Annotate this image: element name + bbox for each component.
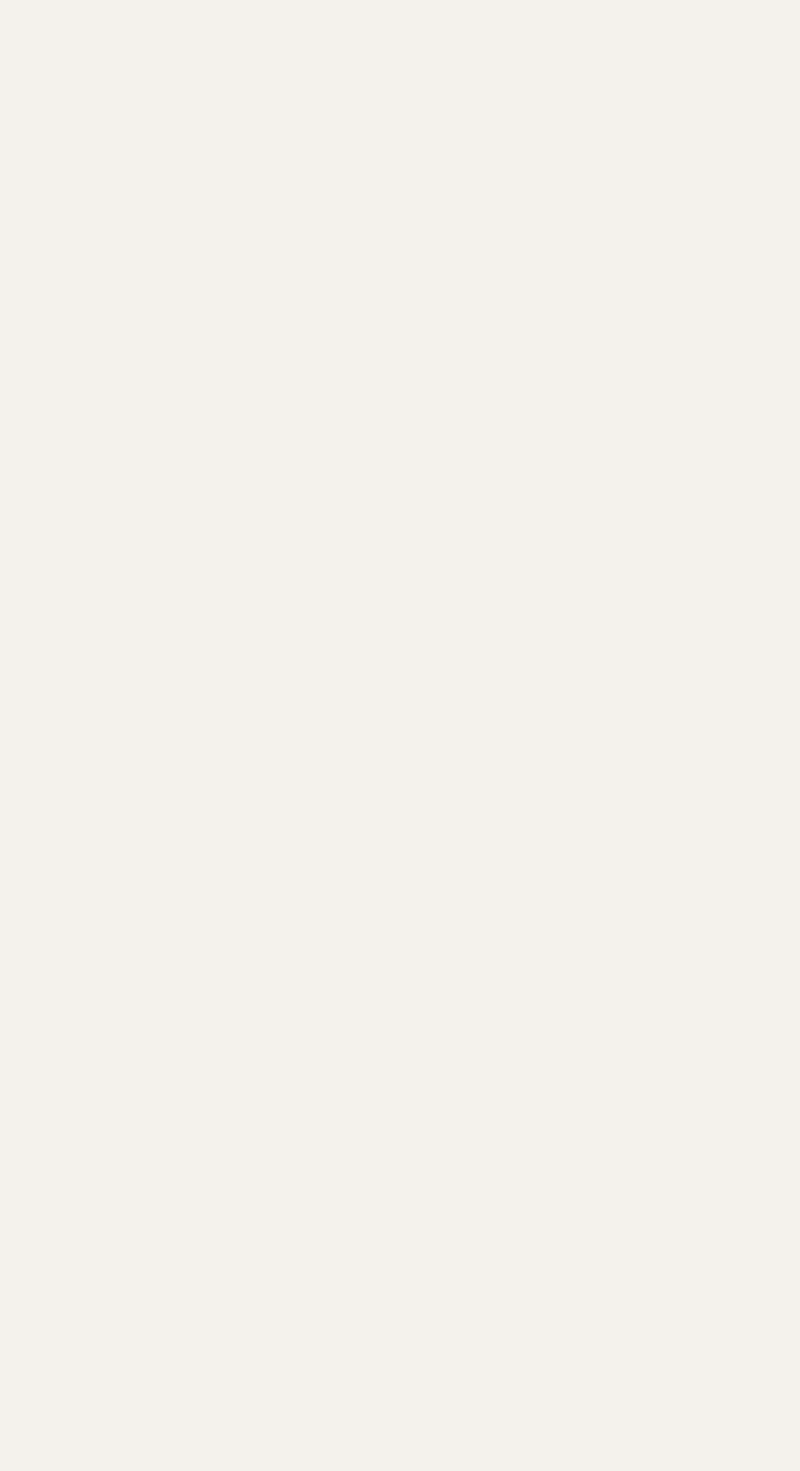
book-page — [38, 60, 765, 114]
